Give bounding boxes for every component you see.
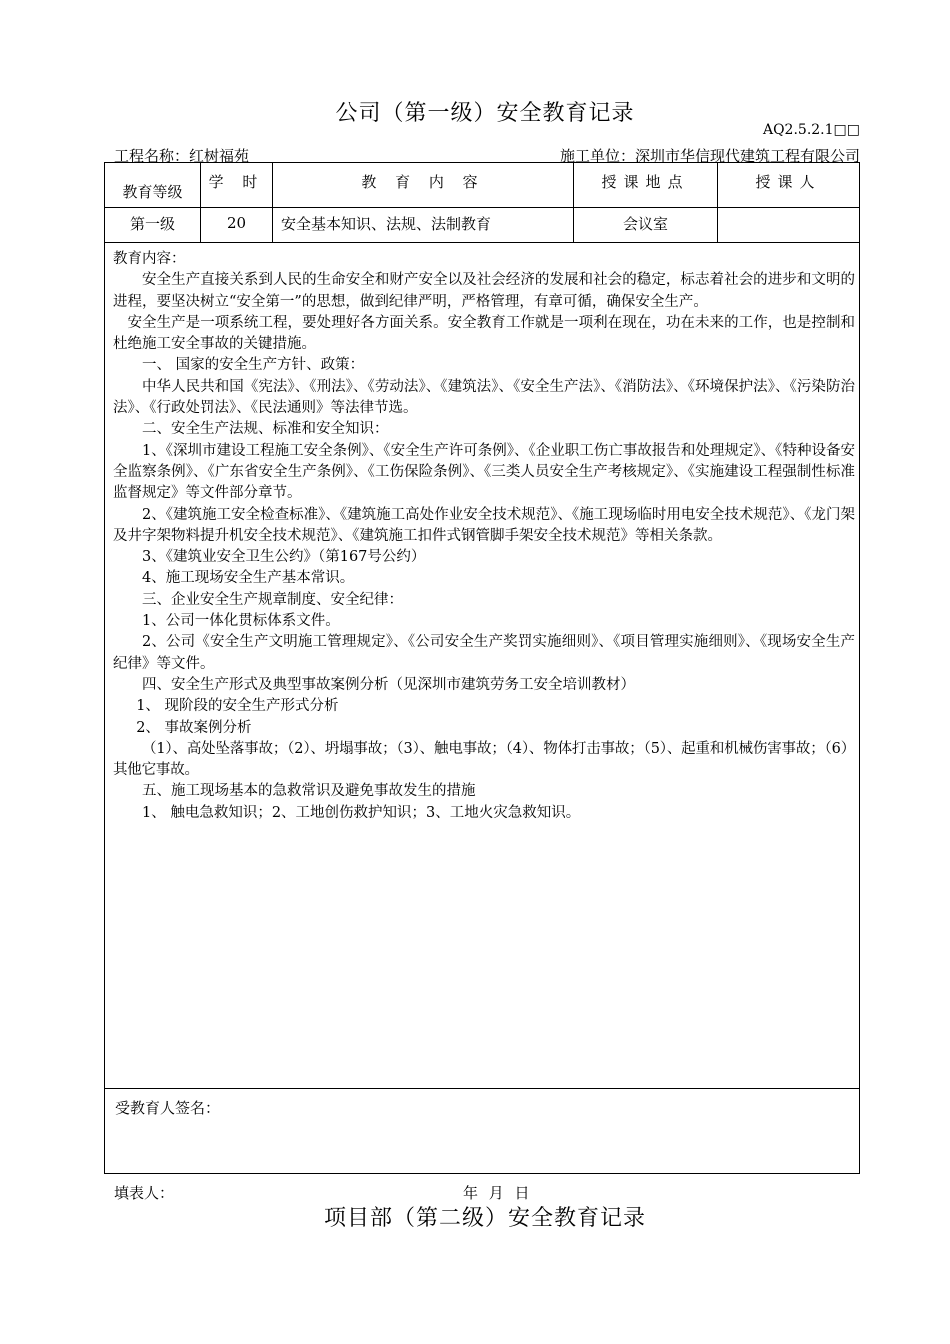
content-paragraph: 1、 触电急救知识；2、工地创伤救护知识；3、工地火灾急救知识。	[142, 804, 581, 821]
next-section-title: 项目部（第二级）安全教育记录	[323, 1206, 646, 1231]
header-level: 教育等级	[122, 182, 183, 201]
content-paragraph: 4、施工现场安全生产基本常识。	[142, 570, 355, 587]
form-filler-label: 填表人：	[114, 1184, 175, 1202]
unit-label: 施工单位：	[559, 147, 635, 165]
header-content: 教 育 内 容	[361, 172, 485, 191]
project-value: 红树福苑	[189, 147, 250, 165]
document-code: AQ2.5.2.1□□	[762, 122, 860, 138]
section-heading: 三、企业安全生产规章制度、安全纪律：	[142, 591, 403, 608]
content-paragraph: 安全生产直接关系到人民的生命安全和财产安全以及社会经济的发展和社会的稳定，标志着社会的进步和文明的进程，要坚决树立“安全第一”的思想，做到纪律严明，严格管理，有章可循，确保安全生产。	[113, 272, 855, 310]
page-title: 公司（第一级）安全教育记录	[335, 101, 635, 126]
content-paragraph: 中华人民共和国《宪法》、《刑法》、《劳动法》、《建筑法》、《安全生产法》、《消防法》、《环境保护法》、《污染防治法》、《行政处罚法》、《民法通则》等法律节选。	[113, 378, 855, 417]
content-paragraph: 3、《建筑业安全卫生公约》（第167号公约）	[142, 549, 426, 566]
section-heading: 二、安全生产法规、标准和安全知识：	[142, 421, 389, 438]
content-paragraph: 2、《建筑施工安全检查标准》、《建筑施工高处作业安全技术规范》、《施工现场临时用电安全技术规范》、《龙门架及井字架物料提升机安全技术规范》、《建筑施工扣件式钢管脚手架安全技术规范》等相关条款。	[113, 506, 855, 544]
content-paragraph: 1、《深圳市建设工程施工安全条例》、《安全生产许可条例》、《企业职工伤亡事故报告和处理规定》、《特种设备安全监察条例》、《广东省安全生产条例》、《工伤保险条例》、《三类人员安全生产考核规定》、《实施建设工程强制性标准监督规定》等文件部分章节。	[113, 442, 855, 502]
row-content: 安全基本知识、法规、法制教育	[281, 214, 492, 233]
header-instructor: 授课人	[755, 172, 822, 191]
content-paragraph: 1、 现阶段的安全生产形式分析	[136, 698, 339, 715]
row-level: 第一级	[129, 214, 175, 233]
unit-value: 深圳市华信现代建筑工程有限公司	[634, 147, 860, 165]
section-heading: 五、施工现场基本的急救常识及避免事故发生的措施	[142, 783, 476, 800]
row-divider	[105, 1088, 859, 1089]
date-label: 年 月 日	[463, 1184, 530, 1202]
content-paragraph: 1、公司一体化贯标体系文件。	[142, 613, 340, 630]
row-instructor	[718, 208, 859, 238]
header-hours: 学 时	[208, 172, 265, 191]
section-heading: 四、安全生产形式及典型事故案例分析（见深圳市建筑劳务工安全培训教材）	[142, 676, 635, 693]
row-location: 会议室	[622, 214, 668, 233]
project-label: 工程名称：	[114, 147, 190, 165]
education-record-table	[104, 162, 860, 1174]
row-hours: 20	[226, 214, 247, 232]
content-paragraph: 2、 事故案例分析	[136, 719, 252, 736]
education-content	[113, 249, 855, 824]
section-heading: 一、 国家的安全生产方针、政策：	[142, 357, 365, 374]
row-divider	[105, 242, 859, 243]
trainee-signature-label: 受教育人签名：	[115, 1099, 221, 1117]
content-paragraph: （1）、高处坠落事故；（2）、坍塌事故；（3）、触电事故；（4）、物体打击事故；（5）、起重和机械伤害事故；（6）其他它事故。	[113, 740, 855, 779]
header-location: 授课地点	[601, 172, 690, 191]
content-paragraph: 2、公司《安全生产文明施工管理规定》、《公司安全生产奖罚实施细则》、《项目管理实施细则》、《现场安全生产纪律》等文件。	[113, 634, 855, 672]
content-heading: 教育内容：	[113, 251, 186, 267]
content-paragraph: 安全生产是一项系统工程，要处理好各方面关系。安全教育工作就是一项利在现在，功在未来的工作，也是控制和杜绝施工安全事故的关键措施。	[113, 314, 855, 353]
